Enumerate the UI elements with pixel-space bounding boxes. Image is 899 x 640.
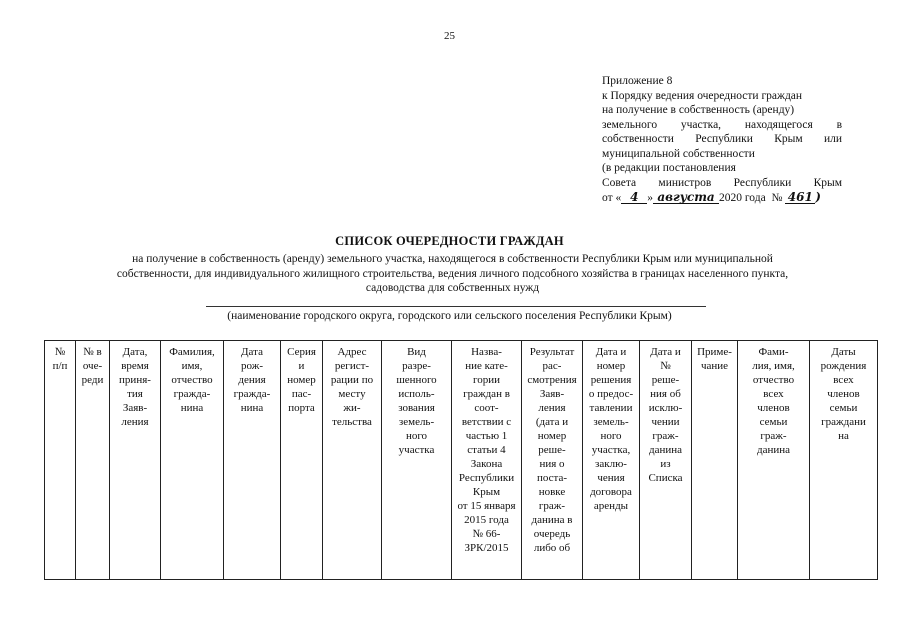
header-cell: Дата и номер решения о предос- тавлении земель- ного участка, заклю- чения договора аренды: [583, 341, 640, 580]
document-subtitle: [70, 252, 835, 296]
date-year: 2020 года: [719, 192, 766, 204]
table-header-row: [45, 341, 878, 580]
queue-table: [44, 340, 878, 580]
header-cell: Назва- ние кате- гории граждан в соот- ветствии с частью 1 статьи 4 Закона Республики Крым от 15 января 2015 года № 66- ЗРК/2015: [452, 341, 522, 580]
header-cell: Адрес регист- рации по месту жи- тельства: [323, 341, 382, 580]
header-cell: Результат рас- смотрения Заяв- ления (дата и номер реше- ния о поста- новке граж- данина в очередь либо об: [522, 341, 583, 580]
municipality-name-underline: [206, 306, 706, 307]
subtitle-line: на получение в собственность (аренду) земельного участка, находящегося в собственности Республики Крым или муниципальной: [132, 253, 773, 265]
municipality-name-caption: (наименование городского округа, городского или сельского поселения Республики Крым): [227, 310, 672, 322]
subtitle-line: садоводства для собственных нужд: [365, 282, 540, 294]
date-prefix: от «: [602, 192, 622, 204]
appendix-line: к Порядку ведения очередности граждан: [602, 89, 803, 102]
header-cell: Фами- лия, имя, отчество всех членов семьи граж- данина: [738, 341, 810, 580]
header-cell: Серия и номер пас- порта: [281, 341, 323, 580]
appendix-line: Приложение 8: [602, 75, 673, 87]
number-label: №: [771, 192, 783, 204]
header-cell: № в оче- реди: [76, 341, 110, 580]
appendix-line: муниципальной собственности: [602, 147, 755, 160]
header-cell: Дата, время приня- тия Заяв- ления: [110, 341, 161, 580]
handwritten-month: августа: [653, 191, 719, 204]
header-cell: № п/п: [45, 341, 76, 580]
header-cell: Даты рождения всех членов семьи граждани на: [810, 341, 878, 580]
header-cell: Фамилия, имя, отчество гражда- нина: [161, 341, 224, 580]
handwritten-day: 4: [621, 191, 647, 204]
handwritten-number: 461: [785, 191, 815, 204]
appendix-line: (в редакции постановления: [602, 162, 736, 174]
document-title: СПИСОК ОЧЕРЕДНОСТИ ГРАЖДАН: [335, 234, 564, 248]
header-cell: Дата и № реше- ния об исклю- чении граж- данина из Списка: [640, 341, 692, 580]
header-cell: Дата рож- дения гражда- нина: [224, 341, 281, 580]
header-cell: Приме- чание: [692, 341, 738, 580]
subtitle-line: собственности, для индивидуального жилищного строительства, ведения личного подсобного хозяйства в границах населенного пункта,: [116, 267, 789, 280]
header-cell: Вид разре- шенного исполь- зования земель- ного участка: [382, 341, 452, 580]
appendix-line: собственности Республики Крым или: [602, 133, 842, 145]
appendix-line: на получение в собственность (аренду): [602, 104, 795, 116]
page-number: 25: [444, 30, 455, 42]
appendix-line: Совета министров Республики Крым: [602, 176, 842, 189]
appendix-line: земельного участка, находящегося в: [602, 118, 842, 131]
appendix-block: [602, 74, 842, 206]
date-quote: »: [647, 192, 653, 204]
closing-paren: ): [815, 190, 821, 204]
decree-date-line: [602, 190, 842, 206]
